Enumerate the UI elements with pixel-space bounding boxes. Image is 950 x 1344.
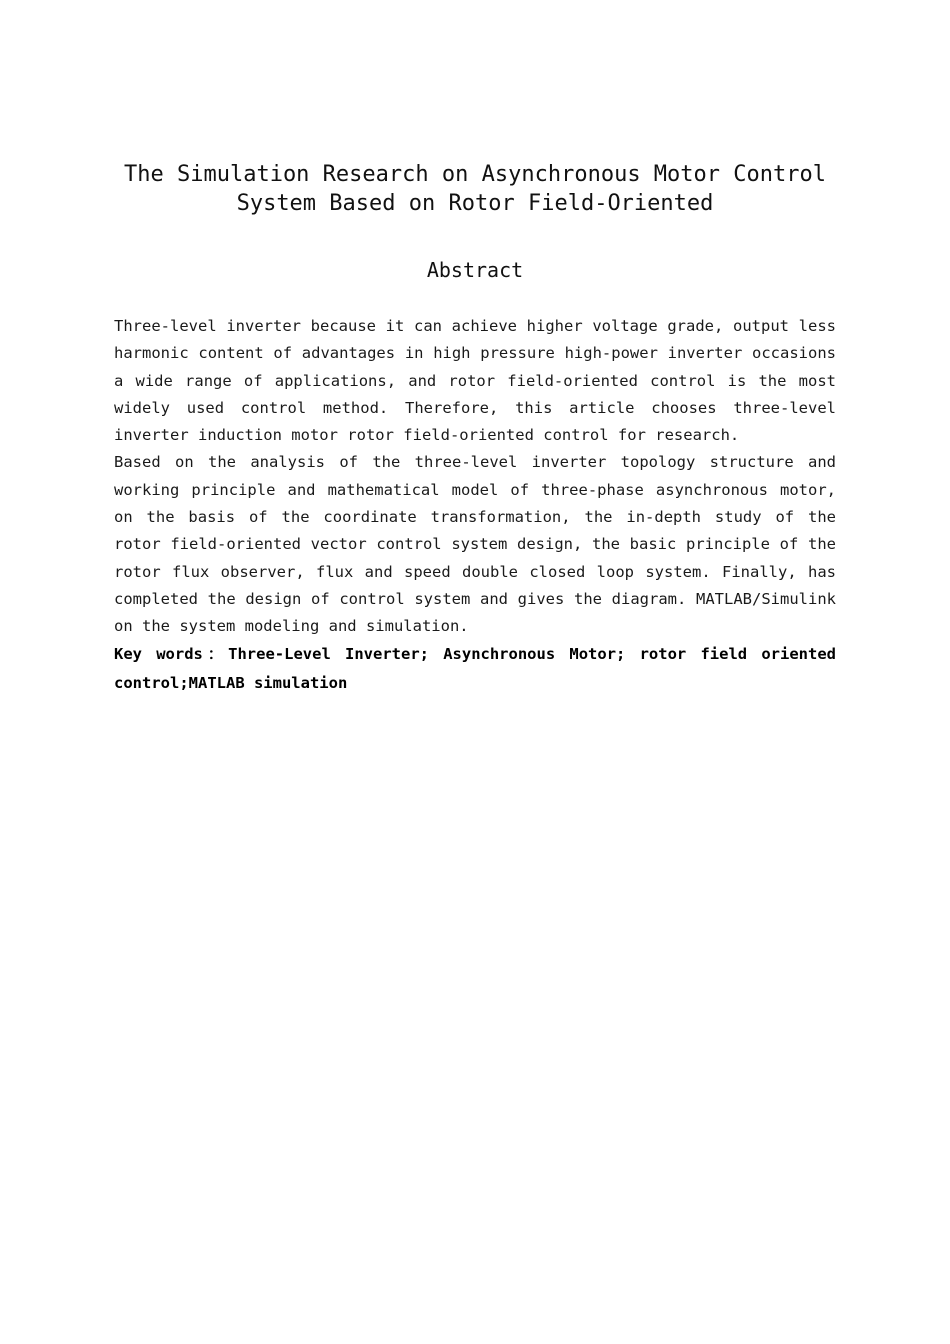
abstract-paragraph-2: Based on the analysis of the three-level inverter topology structure and working principle and mathematical model of three-phase asynchronous motor, on the basis of the coordinate transformation, the in-depth study of the rotor field-oriented vector control system design, the basic principle of the rotor flux observer, flux and speed double closed loop system. Finally, has completed the design of control system and gives the diagram. MATLAB/Simulink on the system modeling and simulation. xyxy=(114,453,836,636)
abstract-paragraph-1: Three-level inverter because it can achieve higher voltage grade, output less harmonic content of advantages in high pressure high-power inverter occasions a wide range of applications, and rotor field-oriented control is the most widely used control method. Therefore, this article chooses three-level inverter induction motor rotor field-oriented control for research. xyxy=(114,317,836,445)
title-line-2: System Based on Rotor Field-Oriented xyxy=(236,191,714,216)
abstract-heading: Abstract xyxy=(426,258,524,282)
abstract-body xyxy=(114,313,836,641)
title-line-1: The Simulation Research on Asynchronous Motor Control xyxy=(124,162,826,187)
document-title xyxy=(60,160,890,218)
keywords-line: Key words：Three-Level Inverter; Asynchronous Motor; rotor field oriented control;MATLAB simulation xyxy=(114,645,836,692)
